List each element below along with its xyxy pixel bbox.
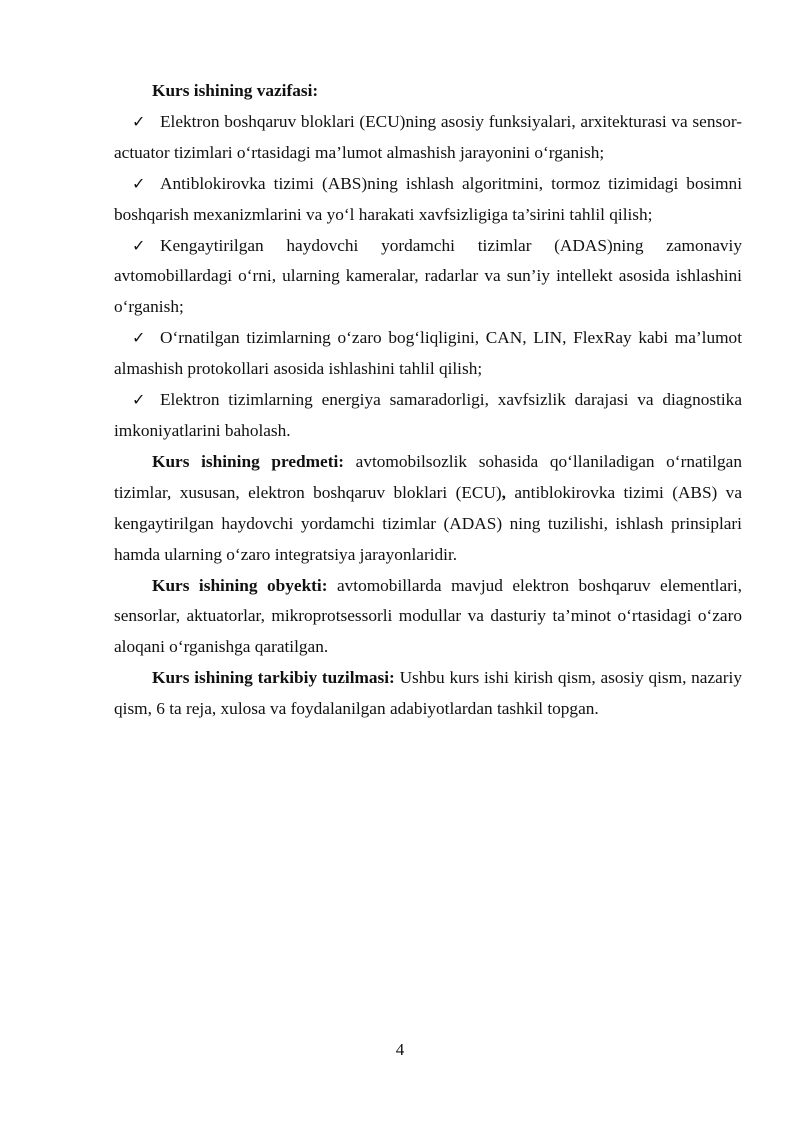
checkmark-icon: ✓	[132, 390, 146, 410]
subject-text-part1: avtomobilsozlik sohasida qo‘llaniladigan o‘rnatilgan tizimlar, xususan, elektron boshqaruv bloklari (ECU)	[114, 451, 742, 502]
subject-comma: ,	[501, 482, 506, 502]
subject-text-part2: antiblokirovka tizimi (ABS) va kengaytirilgan haydovchi yordamchi tizimlar (ADAS) ning tuzilishi, ishlash prinsiplari hamda ularning o‘zaro integratsiya jarayonlaridir.	[114, 482, 742, 564]
page-number: 4	[395, 1040, 405, 1059]
checkmark-icon: ✓	[132, 235, 146, 255]
checkmark-icon: ✓	[132, 111, 146, 131]
task-item-4	[114, 323, 742, 385]
object-paragraph	[114, 571, 742, 664]
subject-label: Kurs ishining predmeti:	[152, 451, 345, 471]
checkmark-icon: ✓	[132, 173, 146, 193]
tasks-heading: Kurs ishining vazifasi:	[152, 81, 319, 100]
task-item-5	[114, 385, 742, 447]
object-text: avtomobillarda mavjud elektron boshqaruv elementlari, sensorlar, aktuatorlar, mikroprotsessorli modullar va dasturiy ta’minot o‘rtasidagi o‘zaro aloqani o‘rganishga qaratilgan.	[114, 575, 742, 657]
task-text: Elektron tizimlarning energiya samaradorligi, xavfsizlik darajasi va diagnostika imkoniyatlarini baholash.	[114, 390, 742, 440]
task-item-2	[114, 169, 742, 231]
task-text: Antiblokirovka tizimi (ABS)ning ishlash algoritmini, tormoz tizimidagi bosimni boshqarish mexanizmlarini va yo‘l harakati xavfsizligiga ta’sirini tahlil qilish;	[114, 173, 742, 224]
checkmark-icon: ✓	[132, 328, 146, 348]
subject-paragraph	[114, 447, 742, 571]
task-text: Kengaytirilgan haydovchi yordamchi tizimlar (ADAS)ning zamonaviy avtomobillardagi o‘rni, ularning kameralar, radarlar va sun’iy intellekt asosida ishlashini o‘rganish;	[114, 235, 742, 317]
page-content	[114, 76, 742, 725]
task-item-1	[114, 107, 742, 169]
task-text: Elektron boshqaruv bloklari (ECU)ning asosiy funksiyalari, arxitekturasi va sensor-actuator tizimlari o‘rtasidagi ma’lumot almashish jarayonini o‘rganish;	[114, 111, 742, 162]
object-label: Kurs ishining obyekti:	[152, 575, 328, 595]
task-item-3	[114, 231, 742, 324]
structure-label: Kurs ishining tarkibiy tuzilmasi:	[152, 668, 395, 688]
task-text: O‘rnatilgan tizimlarning o‘zaro bog‘liqligini, CAN, LIN, FlexRay kabi ma’lumot almashish protokollari asosida ishlashini tahlil qilish;	[114, 328, 742, 379]
structure-text: Ushbu kurs ishi kirish qism, asosiy qism, nazariy qism, 6 ta reja, xulosa va foydalanilgan adabiyotlardan tashkil topgan.	[114, 668, 742, 719]
structure-paragraph	[114, 663, 742, 725]
